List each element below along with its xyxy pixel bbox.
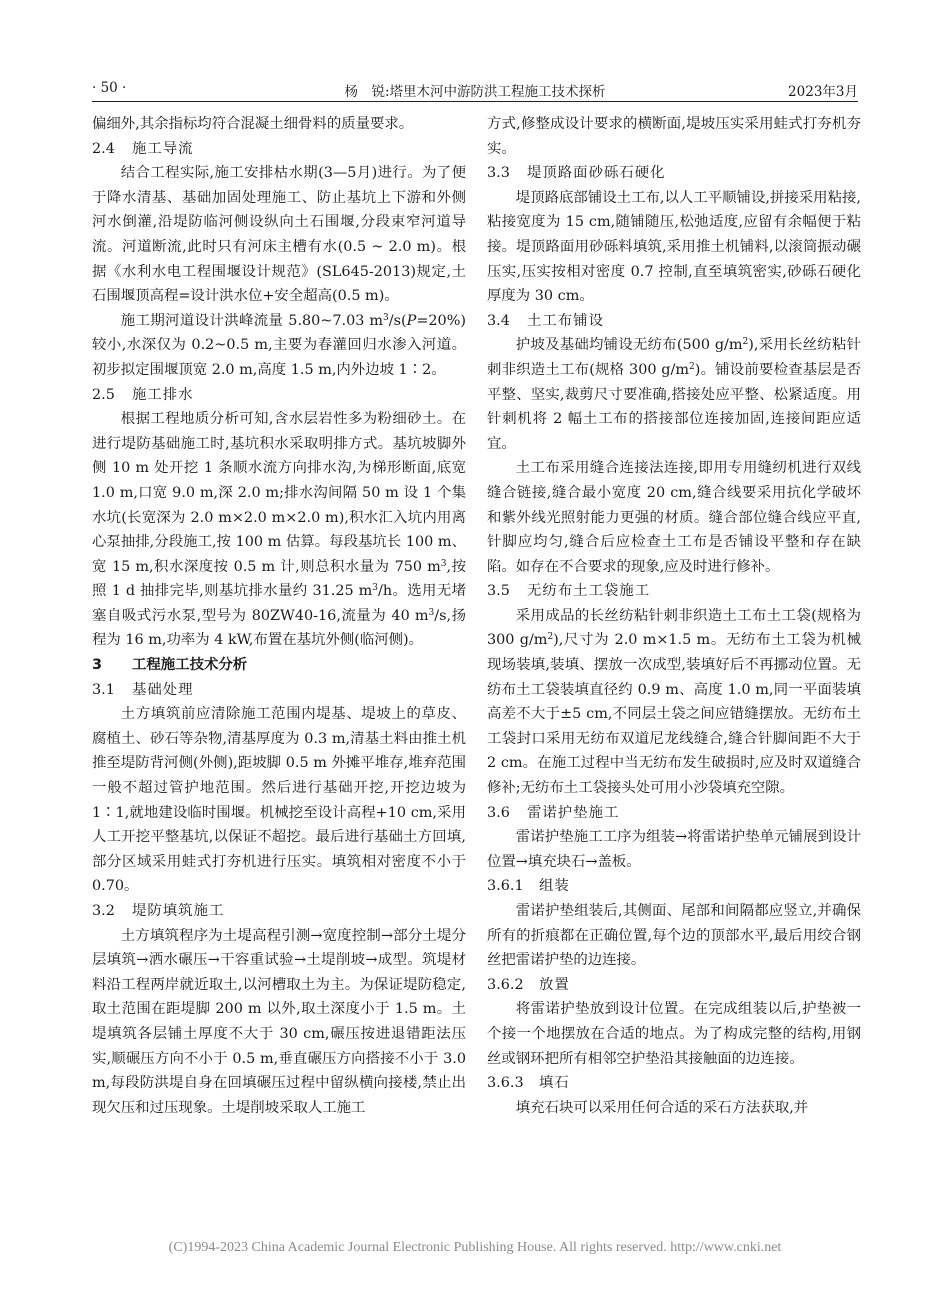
paragraph: 雷诺护垫施工工序为组装→将雷诺护垫单元铺展到设计位置→填充块石→盖板。 (487, 829, 861, 870)
paragraph: 土方填筑前应清除施工范围内堤基、堤坡上的草皮、腐植土、砂石等杂物,清基厚度为 0.3 m,清基土料由推土机推至堤防背河侧(外侧),距坡脚 0.5 m 外摊平堆存,堆弃范围一般不超过管护地范围。然后进行基础开挖,开挖边坡为 1∶1,就地建设临时围堰。机械挖至设计高程+10 cm,采用人工开挖平整基坑,以保证不超挖。最后进行基础土方回填,部分区域采用蛙式打夯机进行压实。填筑相对密度不小于 0.70。 (92, 706, 466, 895)
right-column (487, 112, 861, 1120)
page-number: · 50 · (92, 80, 127, 96)
paragraph: 偏细外,其余指标均符合混凝土细骨料的质量要求。 (92, 116, 414, 132)
paragraph: 方式,修整成设计要求的横断面,堤坡压实采用蛙式打夯机夯实。 (487, 116, 861, 157)
section-heading-3-1: 3.1 基础处理 (92, 681, 194, 698)
paragraph: 雷诺护垫组装后,其侧面、尾部和间隔都应竖立,并确保所有的折痕都在正确位置,每个边的顶部水平,最后用绞合钢丝把雷诺护垫的边连接。 (487, 903, 861, 969)
section-heading-3-3: 3.3 堤顶路面砂砾石硬化 (487, 165, 666, 182)
section-heading-3-6-1: 3.6.1 组装 (487, 878, 570, 895)
section-heading-3-6-2: 3.6.2 放置 (487, 976, 570, 993)
paragraph: 土方填筑程序为土堤高程引测→宽度控制→部分土堤分层填筑→洒水碾压→干容重试验→土堤削坡→成型。筑堤材料沿工程两岸就近取土,以河槽取土为主。为保证堤防稳定,取土范围在距堤脚 200 m 以外,取土深度小于 1.5 m。土堤填筑各层铺土厚度不大于 30 cm,碾压按进退错距法压实,顺碾压方向不小于 0.5 m,垂直碾压方向搭接不小于 3.0 m,每段防洪堤自身在回填碾压过程中留纵横向接楼,禁止出现欠压和过压现象。土堤削坡采取人工施工 (92, 927, 466, 1116)
paragraph: 根据工程地质分析可知,含水层岩性多为粉细砂土。在进行堤防基础施工时,基坑积水采取明排方式。基坑坡脚外侧 10 m 处开挖 1 条顺水流方向排水沟,为梯形断面,底宽 1.0 m,口宽 9.0 m,深 2.0 m;排水沟间隔 50 m 设 1 个集水坑(长宽深为 2.0 m×2.0 m×2.0 m),积水汇入坑内用离心泵抽排,分段施工,按 100 m 估算。每段基坑长 100 m、宽 15 m,积水深度按 0.5 m 计,则总积水量为 750 $m^3$,按照 1 d 抽排完毕,则基坑排水量约 31.25 $m^3/h$。选用无堵塞自吸式污水泵,型号为 80ZW40-16,流量为 40 $m^3/s$,扬程为 16 m,功率为 4 kW,布置在基坑外侧(临河侧)。 (92, 411, 467, 649)
issue-date: 2023年3月 (788, 84, 858, 100)
section-heading-2-5: 2.5 施工排水 (92, 386, 194, 403)
paragraph: 土工布采用缝合连接法连接,即用专用缝纫机进行双线缝合链接,缝合最小宽度 20 cm,缝合线要采用抗化学破坏和紫外线光照射能力更强的材质。缝合部位缝合线应平直,针脚应均匀,缝合后应检查土工布是否铺设平整和存在缺陷。如存在不合要求的现象,应及时进行修补。 (487, 460, 861, 575)
header-rule (92, 101, 858, 102)
paragraph: 施工期河道设计洪峰流量 5.80~7.03 $m^3/s(P=20\%)$较小,水深仅为 0.2~0.5 m,主要为春灌回归水渗入河道。初步拟定围堰顶宽 2.0 m,高度 1.5 m,内外边坡 1∶2。 (92, 312, 466, 378)
paragraph: 将雷诺护垫放到设计位置。在完成组装以后,护垫被一个接一个地摆放在合适的地点。为了构成完整的结构,用钢丝或钢环把所有相邻空护垫沿其接触面的边连接。 (487, 1001, 861, 1067)
paragraph: 采用成品的长丝纺粘针刺非织造土工布土工袋(规格为 300 $g/m^2$),尺寸为 2.0 m×1.5 m。无纺布土工袋为机械现场装填,装填、摆放一次成型,装填好后不再挪动位置。无纺布土工袋装填直径约 0.9 m、高度 1.0 m,同一平面装填高差不大于±5 cm,不同层土袋之间应错缝摆放。无纺布土工袋封口采用无纺布双道尼龙线缝合,缝合针脚间距不大于 2 cm。在施工过程中当无纺布发生破损时,应及时双道缝合修补;无纺布土工袋接头处可用小沙袋填充空隙。 (487, 607, 861, 797)
section-heading-3-4: 3.4 土工布铺设 (487, 312, 604, 329)
paragraph: 结合工程实际,施工安排枯水期(3—5月)进行。为了便于降水清基、基础加固处理施工、防止基坑上下游和外侧河水倒灌,沿堤防临河侧设纵向土石围堰,分段束窄河道导流。河道断流,此时只有河床主槽有水(0.5 ~ 2.0 m)。根据《水利水电工程围堰设计规范》(SL645-2013)规定,土石围堰顶高程=设计洪水位+安全超高(0.5 m)。 (92, 165, 466, 305)
paragraph: 填充石块可以采用任何合适的采石方法获取,并 (515, 1099, 809, 1116)
running-title: 杨 锐:塔里木河中游防洪工程施工技术探析 (344, 84, 606, 100)
section-heading-3-6: 3.6 雷诺护垫施工 (487, 804, 620, 821)
section-heading-3: 3 工程施工技术分析 (92, 657, 248, 674)
section-heading-2-4: 2.4 施工导流 (92, 140, 194, 157)
running-header (92, 80, 858, 102)
paragraph: 护坡及基础均铺设无纺布(500 $g/m^2$),采用长丝纺粘针刺非织造土工布(规格 300 $g/m^2$)。铺设前要检查基层是否平整、坚实,裁剪尺寸要准确,搭接处应平整、松紧适度。用针刺机将 2 幅土工布的搭接部位连接加固,连接间距应适宜。 (487, 337, 862, 452)
section-heading-3-2: 3.2 堤防填筑施工 (92, 903, 225, 919)
section-heading-3-5: 3.5 无纺布土工袋施工 (487, 583, 651, 600)
section-heading-3-6-3: 3.6.3 填石 (487, 1075, 570, 1092)
copyright-watermark: (C)1994-2023 China Academic Journal Electronic Publishing House. All rights reserved. http://www.cnki.net (168, 1240, 782, 1255)
left-column (92, 112, 466, 1120)
paragraph: 堤顶路底部铺设土工布,以人工平顺铺设,拼接采用粘接,粘接宽度为 15 cm,随铺随压,松弛适度,应留有余幅便于粘接。堤顶路面用砂砾料填筑,采用推土机铺料,以滚筒振动碾压实,压实按相对密度 0.7 控制,直至填筑密实,砂砾石硬化厚度为 30 cm。 (487, 189, 861, 305)
